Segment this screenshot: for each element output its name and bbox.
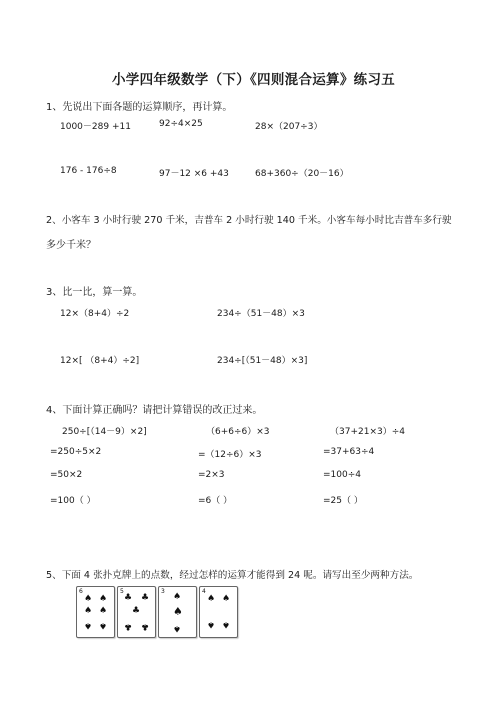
page-title: 小学四年级数学（下）《四则混合运算》练习五 xyxy=(112,72,396,88)
q4-step: =6（ ） xyxy=(198,496,233,506)
q4-step: =50×2 xyxy=(50,470,83,480)
q1-label: 1、先说出下面各题的运算顺序，再计算。 xyxy=(46,102,233,113)
spade-icon: ♠ xyxy=(207,619,216,629)
spade-icon: ♠ xyxy=(207,594,216,604)
q4-step: 250÷[（14－9）×2] xyxy=(62,427,147,437)
q4-step: =250÷5×2 xyxy=(50,447,102,457)
card-rank: 3 xyxy=(161,588,165,595)
club-icon: ♣ xyxy=(141,593,150,603)
q3-expr: 234÷[（51－48）×3] xyxy=(217,356,308,366)
q4-step: =37+63÷4 xyxy=(323,447,375,457)
spade-icon: ♠ xyxy=(222,594,231,604)
q1-expr: 28×（207÷3） xyxy=(255,122,323,132)
q4-step: =100（ ） xyxy=(50,496,96,506)
q4-step: =（12÷6）×3 xyxy=(198,450,262,460)
card-rank: 6 xyxy=(79,588,83,595)
q1-expr: 68+360÷（20－16） xyxy=(255,169,349,179)
q3-label: 3、比一比，算一算。 xyxy=(46,287,143,298)
club-icon: ♣ xyxy=(132,606,141,616)
q3-expr: 12×[ （8+4）÷2] xyxy=(60,356,140,366)
q3-expr: 12×（8+4）÷2 xyxy=(60,309,130,319)
card-rank: 5 xyxy=(120,588,124,595)
spade-icon: ♠ xyxy=(173,605,183,618)
spade-icon: ♠ xyxy=(84,594,93,604)
q1-expr: 1000－289 +11 xyxy=(60,122,131,132)
club-icon: ♣ xyxy=(124,621,133,631)
q2-text-line2: 多少千米？ xyxy=(46,240,96,251)
playing-card xyxy=(76,586,115,638)
q3-expr: 234÷（51－48）×3 xyxy=(217,309,305,319)
q1-expr: 97－12 ×6 +43 xyxy=(159,169,229,179)
spade-icon: ♠ xyxy=(222,619,231,629)
club-icon: ♣ xyxy=(124,593,133,603)
playing-cards xyxy=(76,586,236,638)
q4-step: =100÷4 xyxy=(323,470,361,480)
card-rank: 4 xyxy=(202,588,206,595)
spade-icon: ♠ xyxy=(84,606,93,616)
club-icon: ♣ xyxy=(141,621,150,631)
playing-card xyxy=(158,586,197,638)
spade-icon: ♠ xyxy=(99,594,108,604)
spade-icon: ♠ xyxy=(173,592,182,602)
q4-step: =2×3 xyxy=(198,470,225,480)
spade-icon: ♠ xyxy=(84,620,93,630)
q2-text-line1: 2、小客车 3 小时行驶 270 千米，吉普车 2 小时行驶 140 千米。小客车每小时比吉普车多行驶 xyxy=(46,215,452,226)
q4-step: =25（ ） xyxy=(323,496,363,506)
q4-step: （6+6÷6）×3 xyxy=(206,427,270,437)
spade-icon: ♠ xyxy=(173,623,182,633)
q4-label: 4、下面计算正确吗？请把计算错误的改正过来。 xyxy=(46,405,263,416)
q5-label: 5、下面 4 张扑克牌上的点数，经过怎样的运算才能得到 24 呢。请写出至少两种方法。 xyxy=(46,570,419,581)
q4-step: （37+21×3）÷4 xyxy=(330,427,405,437)
spade-icon: ♠ xyxy=(99,606,108,616)
spade-icon: ♠ xyxy=(99,620,108,630)
q1-expr: 92÷4×25 xyxy=(159,119,203,129)
playing-card xyxy=(117,586,156,638)
playing-card xyxy=(199,586,238,638)
q1-expr: 176 - 176÷8 xyxy=(60,166,117,176)
